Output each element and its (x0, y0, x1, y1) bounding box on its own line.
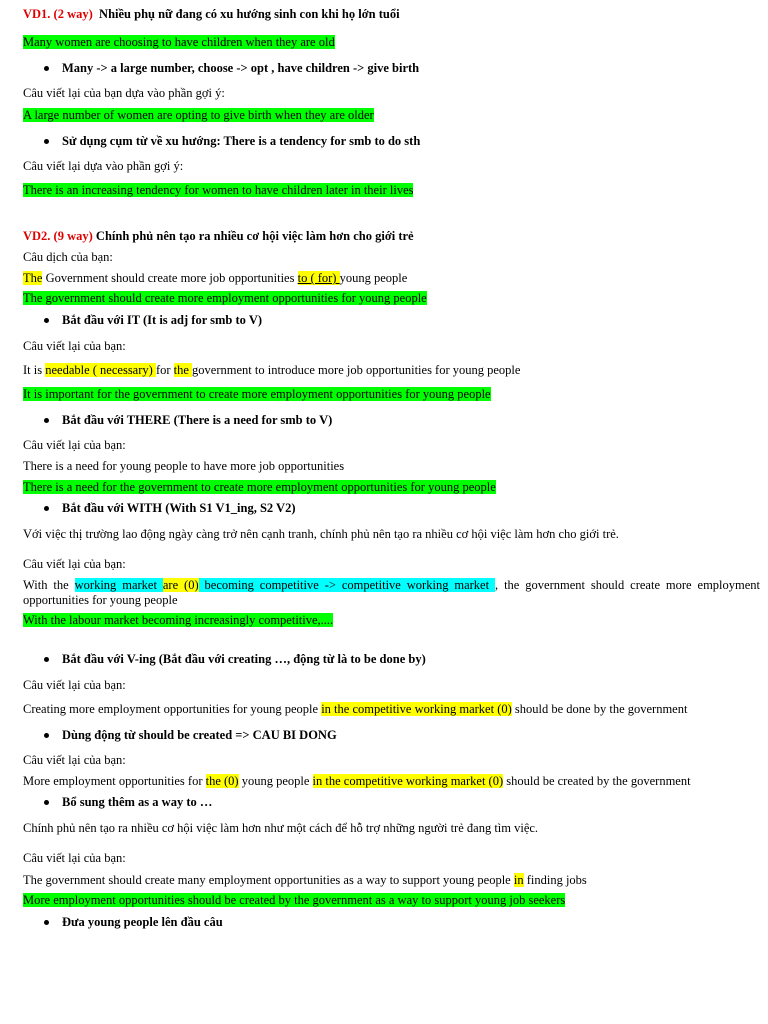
vd1-hint1-label: Câu viết lại của bạn dựa vào phần gợi ý: (23, 86, 225, 100)
vd1-answer-line (23, 35, 760, 50)
bullet-it-text: Bắt đầu với IT (It is adj for smb to V) (62, 313, 263, 327)
bullet-ving-text: Bắt đầu với V-ing (Bắt đầu với creating …, động từ là to be done by) (62, 652, 426, 666)
bullet-there (62, 413, 760, 428)
vd1-bullet-1-text: Many -> a large number, choose -> opt , have children -> give birth (62, 61, 420, 75)
vd2-translate-answer: The government should create more employment opportunities for young people (23, 291, 427, 305)
passive-label: Câu viết lại của bạn: (23, 753, 126, 767)
it-answer: It is important for the government to create more employment opportunities for young people (23, 387, 491, 401)
with-label: Câu viết lại của bạn: (23, 557, 126, 571)
there-user: There is a need for young people to have more job opportunities (23, 459, 345, 473)
vd1-answer1-line (23, 108, 760, 123)
with-text-1: With the (23, 578, 75, 592)
there-answer: There is a need for the government to create more employment opportunities for young people (23, 480, 496, 494)
highlight-are: are (0) (162, 578, 199, 592)
passive-text-1: More employment opportunities for (23, 774, 206, 788)
vd1-bullet-2 (62, 134, 760, 149)
passive-text-3: should be created by the government (503, 774, 691, 788)
highlight-competitive-market-2: in the competitive working market (0) (312, 774, 504, 788)
it-text-2: for (155, 363, 174, 377)
vd2-heading (23, 229, 760, 244)
ving-user (23, 702, 760, 717)
asway-text-2: finding jobs (523, 873, 587, 887)
highlight-becoming-competitive: becoming competitive -> competitive working market (198, 578, 496, 592)
asway-answer: More employment opportunities should be created by the government as a way to support young job seekers (23, 893, 566, 907)
asway-answer-line (23, 893, 760, 908)
ving-text-2: should be done by the government (511, 702, 688, 716)
with-answer: With the labour market becoming increasingly competitive,.... (23, 613, 334, 627)
bullet-ving (62, 652, 760, 667)
highlight-competitive-market: in the competitive working market (0) (321, 702, 512, 716)
bullet-it (62, 313, 760, 328)
there-answer-line (23, 480, 760, 495)
vd2-translate-user (23, 271, 760, 286)
bullet-passive-text: Dùng động từ should be created => CAU BI DONG (62, 728, 337, 742)
passive-user (23, 774, 760, 789)
bullet-there-text: Bắt đầu với THERE (There is a need for smb to V) (62, 413, 333, 427)
bullet-young-text: Đưa young people lên đầu câu (62, 915, 223, 929)
bullet-young (62, 915, 760, 930)
ving-text-1: Creating more employment opportunities for young people (23, 702, 322, 716)
translate-text-end: young people (339, 271, 408, 285)
ving-label: Câu viết lại của bạn: (23, 678, 126, 692)
vd1-heading (23, 7, 760, 22)
it-answer-line (23, 387, 760, 402)
vd2-title: Chính phủ nên tạo ra nhiều cơ hội việc làm hơn cho giới trẻ (95, 229, 414, 243)
vd1-bullet-1 (62, 61, 760, 76)
asway-label: Câu viết lại của bạn: (23, 851, 126, 865)
vd2-translate-label: Câu dịch của bạn: (23, 250, 113, 264)
with-prompt: Với việc thị trường lao động ngày càng trở nên cạnh tranh, chính phủ nên tạo ra nhiều cơ hội việc làm hơn cho giới trẻ. (23, 527, 619, 541)
highlight-in: in (513, 873, 524, 887)
highlight-working-market: working market (74, 578, 163, 592)
vd1-hint2-label: Câu viết lại dựa vào phần gợi ý: (23, 159, 184, 173)
vd1-label: VD1. (2 way) (23, 7, 93, 21)
vd1-title: Nhiều phụ nữ đang có xu hướng sinh con khi họ lớn tuổi (99, 7, 400, 21)
highlight-needable: needable ( necessary) (45, 363, 156, 377)
highlight-the-3: the (0) (205, 774, 239, 788)
it-text-1: It is (23, 363, 46, 377)
translate-text: Government should create more job opportunities (42, 271, 298, 285)
there-label: Câu viết lại của bạn: (23, 438, 126, 452)
highlight-the-2: the (173, 363, 193, 377)
highlight-the: The (23, 271, 43, 285)
with-text-2: , the government should create more employment opportunities for young people (23, 578, 761, 607)
with-answer-line (23, 613, 760, 628)
vd1-answer: Many women are choosing to have children when they are old (23, 35, 335, 49)
vd1-answer2-line (23, 183, 760, 198)
bullet-with-text: Bắt đầu với WITH (With S1 V1_ing, S2 V2) (62, 501, 296, 515)
asway-prompt: Chính phủ nên tạo ra nhiều cơ hội việc làm hơn như một cách để hỗ trợ những người trẻ đang tìm việc. (23, 821, 539, 835)
it-label: Câu viết lại của bạn: (23, 339, 126, 353)
bullet-asway (62, 795, 760, 810)
with-user (23, 578, 760, 608)
vd1-answer1: A large number of women are opting to give birth when they are older (23, 108, 374, 122)
asway-text-1: The government should create many employment opportunities as a way to support young people (23, 873, 514, 887)
vd1-answer2: There is an increasing tendency for women to have children later in their lives (23, 183, 414, 197)
it-user (23, 363, 760, 378)
it-text-3: government to introduce more job opportunities for young people (192, 363, 521, 377)
vd2-label: VD2. (9 way) (23, 229, 93, 243)
bullet-with (62, 501, 760, 516)
asway-user (23, 873, 760, 888)
vd1-bullet-2-text: Sử dụng cụm từ về xu hướng: There is a tendency for smb to do sth (62, 134, 421, 148)
passive-text-2: young people (238, 774, 313, 788)
bullet-passive (62, 728, 760, 743)
highlight-to-for: to ( for) (297, 271, 340, 285)
vd2-translate-answer-line (23, 291, 760, 306)
bullet-asway-text: Bổ sung thêm as a way to … (62, 795, 213, 809)
